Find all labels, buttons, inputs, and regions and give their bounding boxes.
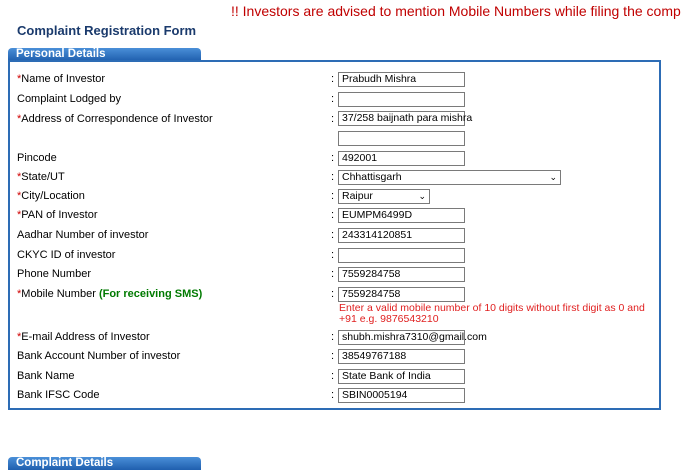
colon: : xyxy=(331,229,335,241)
colon: : xyxy=(331,268,335,280)
lodged-by-input[interactable] xyxy=(338,92,465,107)
ckyc-input[interactable] xyxy=(338,248,465,263)
pan-label: *PAN of Investor xyxy=(17,209,98,221)
name-input[interactable]: Prabudh Mishra xyxy=(338,72,465,87)
colon: : xyxy=(331,331,335,343)
mobile-input[interactable]: 7559284758 xyxy=(338,287,465,302)
state-label: *State/UT xyxy=(17,171,65,183)
pincode-label: Pincode xyxy=(17,152,57,164)
form-title: Complaint Registration Form xyxy=(17,23,197,38)
pan-input[interactable]: EUMPM6499D xyxy=(338,208,465,223)
colon: : xyxy=(331,73,335,85)
section-tab-personal: Personal Details xyxy=(8,48,201,61)
colon: : xyxy=(331,190,335,202)
mobile-error-message: Enter a valid mobile number of 10 digits without first digit as 0 and +91 e.g. 9876543210 xyxy=(339,302,645,325)
ckyc-label: CKYC ID of investor xyxy=(17,249,116,261)
colon: : xyxy=(331,113,335,125)
city-select[interactable]: Raipur ⌄ xyxy=(338,189,430,204)
lodged-by-label: Complaint Lodged by xyxy=(17,93,121,105)
mobile-label: *Mobile Number (For receiving SMS) xyxy=(17,288,203,300)
pincode-input[interactable]: 492001 xyxy=(338,151,465,166)
chevron-down-icon: ⌄ xyxy=(418,191,426,201)
colon: : xyxy=(331,370,335,382)
colon: : xyxy=(331,249,335,261)
chevron-down-icon: ⌄ xyxy=(549,172,557,182)
bank-name-input[interactable]: State Bank of India xyxy=(338,369,465,384)
name-label: *Name of Investor xyxy=(17,73,106,85)
phone-label: Phone Number xyxy=(17,268,91,280)
email-label: *E-mail Address of Investor xyxy=(17,331,150,343)
aadhar-input[interactable]: 243314120851 xyxy=(338,228,465,243)
address-line1-input[interactable]: 37/258 baijnath para mishra xyxy=(338,111,465,126)
city-label: *City/Location xyxy=(17,190,85,202)
section-tab-complaint: Complaint Details xyxy=(8,457,201,470)
email-input[interactable]: shubh.mishra7310@gmail.com xyxy=(338,330,465,345)
notice-banner: !! Investors are advised to mention Mobile Numbers while filing the comp xyxy=(231,3,681,19)
address-line2-input[interactable] xyxy=(338,131,465,146)
colon: : xyxy=(331,171,335,183)
colon: : xyxy=(331,389,335,401)
colon: : xyxy=(331,350,335,362)
bank-account-label: Bank Account Number of investor xyxy=(17,350,181,362)
address-label: *Address of Correspondence of Investor xyxy=(17,113,213,125)
aadhar-label: Aadhar Number of investor xyxy=(17,229,149,241)
colon: : xyxy=(331,288,335,300)
colon: : xyxy=(331,209,335,221)
state-select[interactable]: Chhattisgarh ⌄ xyxy=(338,170,561,185)
bank-account-input[interactable]: 38549767188 xyxy=(338,349,465,364)
colon: : xyxy=(331,93,335,105)
ifsc-input[interactable]: SBIN0005194 xyxy=(338,388,465,403)
ifsc-label: Bank IFSC Code xyxy=(17,389,100,401)
phone-input[interactable]: 7559284758 xyxy=(338,267,465,282)
colon: : xyxy=(331,152,335,164)
bank-name-label: Bank Name xyxy=(17,370,75,382)
